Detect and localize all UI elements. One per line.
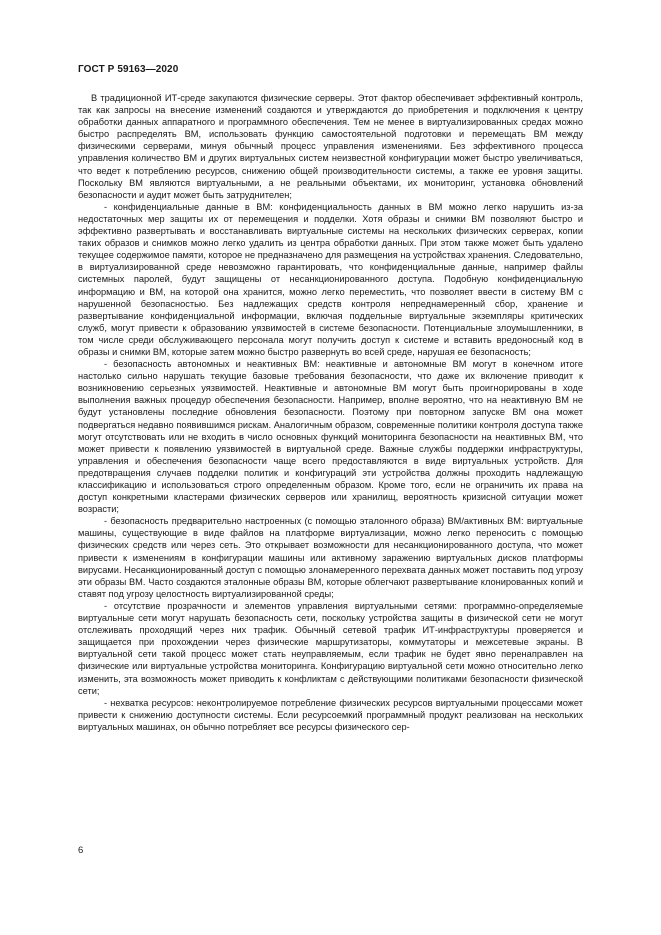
body-text: [78, 92, 583, 733]
paragraph-resource-shortage: - нехватка ресурсов: неконтролируемое потребление физических ресурсов виртуальными процессами может привести к снижению доступности системы. Если ресурсоемкий программный продукт реализован на нескольких виртуальных машинах, он обычно потребляет все ресурсы физического сер-: [78, 697, 583, 732]
paragraph-preconfigured-vm: - безопасность предварительно настроенных (с помощью эталонного образа) ВМ/активных ВМ: виртуальные машины, существующие в виде файлов на платформе виртуализации, можно легко переносить с помощью физических средств или через сеть. Это открывает возможности для несанкционированного доступа, что может привести к изменениям в конфигурации машины или активному заражению виртуальных дисков платформы вирусами. Несанкционированный доступ с помощью злонамеренного перехвата данных может поставить под угрозу эти образы ВМ. Часто создаются эталонные образы ВМ, которые облегчают развертывание клонированных копий и ставят под угрозу целостность виртуализированной среды;: [78, 516, 583, 599]
paragraph-intro: В традиционной ИТ-среде закупаются физические серверы. Этот фактор обеспечивает эффективный контроль, так как запросы на внесение изменений создаются и утверждаются до приобретения и подключения к центру обработки данных аппаратного и программного обеспечения. Тем не менее в виртуализированных средах можно быстро распределять ВМ, использовать функцию самостоятельной подготовки и перемещать ВМ между физическими серверами, минуя обычный процесс управления изменениями. Без эффективного процесса управления количество ВМ и других виртуальных систем неизвестной конфигурации может быстро увеличиваться, что ведет к потреблению ресурсов, снижению общей производительности системы, а также ее уровня защиты. Поскольку ВМ являются виртуальными, а не реальными объектами, их мониторинг, установка обновлений безопасности и аудит может быть затруднителен;: [78, 93, 583, 200]
standard-header: ГОСТ Р 59163—2020: [78, 64, 179, 75]
page-number: 6: [78, 845, 84, 856]
paragraph-virtual-networks: - отсутствие прозрачности и элементов управления виртуальными сетями: программно-определяемые виртуальные сети могут нарушать безопасность сети, поскольку устройства защиты в физической сети не могут отслеживать проходящий через них трафик. Обычный сетевой трафик ИТ-инфраструктуры проверяется и защищается при прохождении через физические маршрутизаторы, коммутаторы и межсетевые экраны. В виртуальной сети такой процесс может стать неуправляемым, если трафик не будет явно перенаправлен на физические или виртуальные устройства мониторинга. Конфигурацию виртуальной сети можно относительно легко изменить, эта возможность может приводить к конфликтам с действующими политиками безопасности физической сети;: [78, 600, 583, 696]
paragraph-confidential-data: - конфиденциальные данные в ВМ: конфиденциальность данных в ВМ можно легко нарушить из-за недостаточных мер защиты их от перемещения и подделки. Хотя образы и снимки ВМ позволяют быстро и эффективно развертывать и восстанавливать виртуальные системы на нескольких физических серверах, копии таких образов и снимков можно легко удалить из центра обработки данных. При этом также может быть удалено текущее содержимое памяти, которое не предназначено для размещения на устройствах хранения. Следовательно, в виртуализированной среде невозможно гарантировать, что конфиденциальные данные, например файлы системных паролей, будут защищены от несанкционированного доступа. Подобную конфиденциальную информацию и ВМ, на которой она хранится, можно легко переместить, что позволяет ввести в систему ВМ с нарушенной безопасностью. Без надлежащих средств контроля непреднамеренный сбор, хранение и развертывание конфиденциальной информации, включая поддельные виртуальные экземпляры критических служб, могут привести к образованию уязвимостей в системе безопасности. Потенциальные злоумышленники, в том числе среди обслуживающего персонала могут получить доступ к системе и вставить вредоносный код в образы и снимки ВМ, которые затем можно быстро развернуть во всей среде, нарушая ее безопасность;: [78, 201, 583, 357]
paragraph-inactive-vm: - безопасность автономных и неактивных ВМ: неактивные и автономные ВМ могут в конечном итоге настолько сильно нарушать текущие базовые требования безопасности, что даже их включение приводит к возникновению серьезных уязвимостей. Неактивные и автономные ВМ могут быть проигнорированы в ходе выполнения важных процедур обеспечения безопасности. Например, вполне вероятно, что на неактивную ВМ не будут установлены последние обновления безопасности. Поэтому при повторном запуске ВМ она может подвергаться недавно появившимся рискам. Аналогичным образом, современные политики контроля доступа также могут отсутствовать или не входить в число основных функций мониторинга безопасности на неактивных ВМ, что может привести к появлению уязвимостей в виртуальной среде. Важные службы поддержки инфраструктуры, управления и обеспечения безопасности чаще всего предоставляются в виде виртуальных устройств. Для предотвращения случаев подделки политик и конфигураций эти устройства должны проходить надлежащую классификацию и использоваться строго определенным образом. Кроме того, если не ограничить их права на доступ конкретными кластерами физических серверов или хранилищ, вероятность кризисной ситуации может возрасти;: [78, 359, 583, 515]
